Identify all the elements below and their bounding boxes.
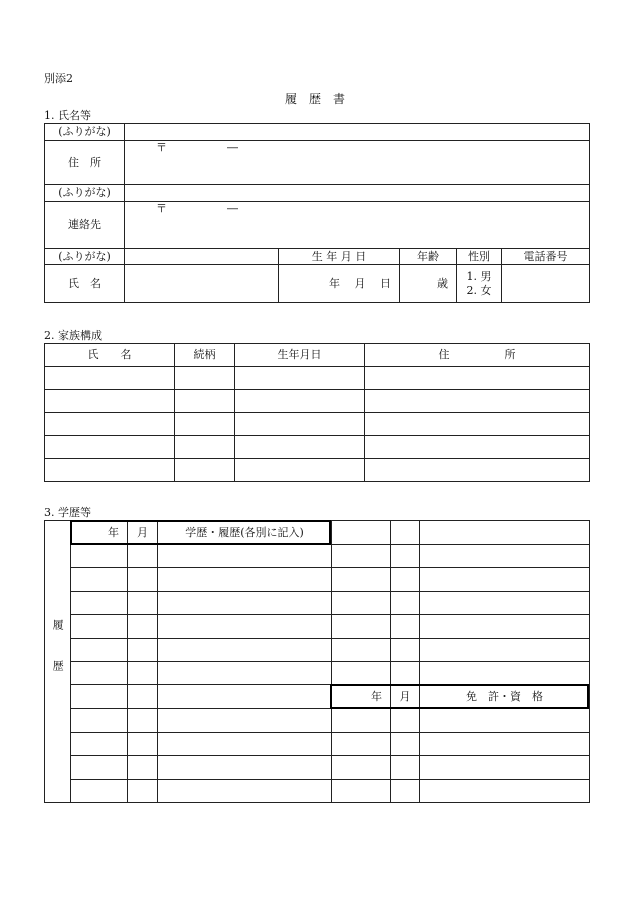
family-birth-cell[interactable]	[235, 390, 365, 413]
history-detail-cell[interactable]	[158, 732, 332, 755]
section1-heading: 1. 氏名等	[44, 109, 91, 122]
family-address-cell[interactable]	[365, 459, 590, 482]
history-year-cell[interactable]	[71, 591, 128, 614]
family-name-cell[interactable]	[45, 459, 175, 482]
name-furigana-field[interactable]	[125, 249, 279, 265]
history-col-year: 年	[71, 521, 128, 545]
history-cell[interactable]	[391, 568, 420, 591]
family-col-relation: 続柄	[175, 344, 235, 367]
history-detail-cell[interactable]	[158, 638, 332, 661]
history-month-cell[interactable]	[128, 638, 158, 661]
history-vertical-label: 履歴	[45, 521, 71, 803]
family-address-cell[interactable]	[365, 413, 590, 436]
table-row	[45, 709, 590, 732]
family-col-name: 氏 名	[45, 344, 175, 367]
history-cell[interactable]	[332, 568, 391, 591]
history-year-cell[interactable]	[71, 568, 128, 591]
license-month-cell[interactable]	[391, 732, 420, 755]
history-col-month: 月	[128, 521, 158, 545]
history-detail-cell[interactable]	[158, 568, 332, 591]
address-furigana-field[interactable]	[125, 124, 590, 141]
family-birth-cell[interactable]	[235, 459, 365, 482]
family-relation-cell[interactable]	[175, 459, 235, 482]
postal-mark: 〒	[156, 202, 167, 215]
family-relation-cell[interactable]	[175, 436, 235, 459]
table-row	[45, 390, 590, 413]
phone-header: 電話番号	[502, 249, 590, 265]
family-birth-cell[interactable]	[235, 436, 365, 459]
family-address-cell[interactable]	[365, 367, 590, 390]
name-field[interactable]	[125, 265, 279, 303]
section2-heading: 2. 家族構成	[44, 329, 102, 342]
table-row	[45, 685, 590, 709]
license-year-cell[interactable]	[332, 709, 391, 732]
license-detail-cell[interactable]	[420, 732, 590, 755]
postal-dash: ―	[227, 141, 238, 154]
history-year-cell[interactable]	[71, 685, 128, 709]
birth-field[interactable]: 年 月 日	[279, 265, 400, 303]
gender-option-female[interactable]: 2. 女	[466, 283, 492, 297]
family-birth-cell[interactable]	[235, 367, 365, 390]
family-relation-cell[interactable]	[175, 390, 235, 413]
license-detail-cell[interactable]	[420, 709, 590, 732]
history-cell[interactable]	[332, 615, 391, 638]
family-name-cell[interactable]	[45, 436, 175, 459]
history-month-cell[interactable]	[128, 779, 158, 802]
license-col-year: 年	[332, 685, 391, 709]
history-table	[44, 520, 590, 803]
phone-field[interactable]	[502, 265, 590, 303]
table-row	[45, 615, 590, 638]
history-cell[interactable]	[391, 661, 420, 684]
history-cell[interactable]	[391, 638, 420, 661]
age-header: 年齢	[400, 249, 457, 265]
history-month-cell[interactable]	[128, 615, 158, 638]
history-year-cell[interactable]	[71, 756, 128, 779]
contact-field[interactable]	[125, 202, 590, 249]
history-detail-cell[interactable]	[158, 779, 332, 802]
age-field[interactable]: 歳	[400, 265, 457, 303]
family-name-cell[interactable]	[45, 413, 175, 436]
section3-heading: 3. 学歴等	[44, 506, 91, 519]
history-month-cell[interactable]	[128, 756, 158, 779]
family-relation-cell[interactable]	[175, 367, 235, 390]
history-cell[interactable]	[332, 521, 391, 545]
gender-option-male[interactable]: 1. 男	[466, 270, 492, 284]
family-name-cell[interactable]	[45, 367, 175, 390]
contact-furigana-field[interactable]	[125, 185, 590, 202]
history-year-cell[interactable]	[71, 615, 128, 638]
family-relation-cell[interactable]	[175, 413, 235, 436]
license-col-month: 月	[391, 685, 420, 709]
license-year-cell[interactable]	[332, 756, 391, 779]
history-year-cell[interactable]	[71, 545, 128, 568]
history-detail-cell[interactable]	[158, 661, 332, 684]
family-address-cell[interactable]	[365, 390, 590, 413]
table-row	[45, 638, 590, 661]
history-cell[interactable]	[332, 545, 391, 568]
license-detail-cell[interactable]	[420, 756, 590, 779]
history-cell[interactable]	[420, 568, 590, 591]
family-address-cell[interactable]	[365, 436, 590, 459]
history-cell[interactable]	[391, 521, 420, 545]
history-detail-cell[interactable]	[158, 685, 332, 709]
history-year-cell[interactable]	[71, 779, 128, 802]
license-month-cell[interactable]	[391, 779, 420, 802]
history-year-cell[interactable]	[71, 709, 128, 732]
history-detail-cell[interactable]	[158, 545, 332, 568]
family-birth-cell[interactable]	[235, 413, 365, 436]
family-col-birth: 生年月日	[235, 344, 365, 367]
table-row	[45, 413, 590, 436]
furigana-label: (ふりがな)	[45, 185, 125, 202]
postal-dash: ―	[227, 202, 238, 215]
furigana-label: (ふりがな)	[45, 249, 125, 265]
birth-header: 生 年 月 日	[279, 249, 400, 265]
history-year-cell[interactable]	[71, 732, 128, 755]
postal-mark: 〒	[156, 141, 167, 154]
table-row	[45, 459, 590, 482]
table-row	[45, 591, 590, 614]
history-cell[interactable]	[420, 521, 590, 545]
table-row	[45, 661, 590, 684]
table-row	[45, 545, 590, 568]
table-row	[45, 779, 590, 802]
family-name-cell[interactable]	[45, 390, 175, 413]
history-cell[interactable]	[332, 638, 391, 661]
history-month-cell[interactable]	[128, 709, 158, 732]
table-row	[45, 367, 590, 390]
license-detail-cell[interactable]	[420, 779, 590, 802]
history-cell[interactable]	[420, 661, 590, 684]
history-col-detail: 学歴・履歴(各別に記入)	[158, 521, 332, 545]
history-cell[interactable]	[391, 545, 420, 568]
history-cell[interactable]	[332, 591, 391, 614]
history-detail-cell[interactable]	[158, 615, 332, 638]
history-cell[interactable]	[420, 615, 590, 638]
license-month-cell[interactable]	[391, 756, 420, 779]
history-month-cell[interactable]	[128, 685, 158, 709]
history-detail-cell[interactable]	[158, 756, 332, 779]
history-cell[interactable]	[391, 615, 420, 638]
history-month-cell[interactable]	[128, 568, 158, 591]
history-month-cell[interactable]	[128, 545, 158, 568]
history-cell[interactable]	[420, 545, 590, 568]
gender-field[interactable]	[457, 265, 502, 303]
license-month-cell[interactable]	[391, 709, 420, 732]
history-month-cell[interactable]	[128, 591, 158, 614]
table-row	[45, 436, 590, 459]
furigana-label: (ふりがな)	[45, 124, 125, 141]
document-title: 履 歴 書	[284, 92, 345, 106]
address-field[interactable]	[125, 141, 590, 185]
history-cell[interactable]	[420, 638, 590, 661]
history-month-cell[interactable]	[128, 732, 158, 755]
history-year-cell[interactable]	[71, 661, 128, 684]
history-detail-cell[interactable]	[158, 709, 332, 732]
personal-info-table	[44, 123, 590, 303]
gender-header: 性別	[457, 249, 502, 265]
history-year-cell[interactable]	[71, 638, 128, 661]
family-col-address: 住 所	[365, 344, 590, 367]
license-col-detail: 免 許・資 格	[420, 685, 590, 709]
history-detail-cell[interactable]	[158, 591, 332, 614]
license-year-cell[interactable]	[332, 732, 391, 755]
table-row	[45, 756, 590, 779]
history-cell[interactable]	[332, 661, 391, 684]
license-year-cell[interactable]	[332, 779, 391, 802]
attachment-label: 別添2	[44, 72, 73, 85]
family-table	[44, 343, 590, 482]
name-label: 氏 名	[45, 265, 125, 303]
history-cell[interactable]	[391, 591, 420, 614]
address-label: 住 所	[45, 141, 125, 185]
history-month-cell[interactable]	[128, 661, 158, 684]
table-row	[45, 568, 590, 591]
history-cell[interactable]	[420, 591, 590, 614]
table-row	[45, 732, 590, 755]
contact-label: 連絡先	[45, 202, 125, 249]
